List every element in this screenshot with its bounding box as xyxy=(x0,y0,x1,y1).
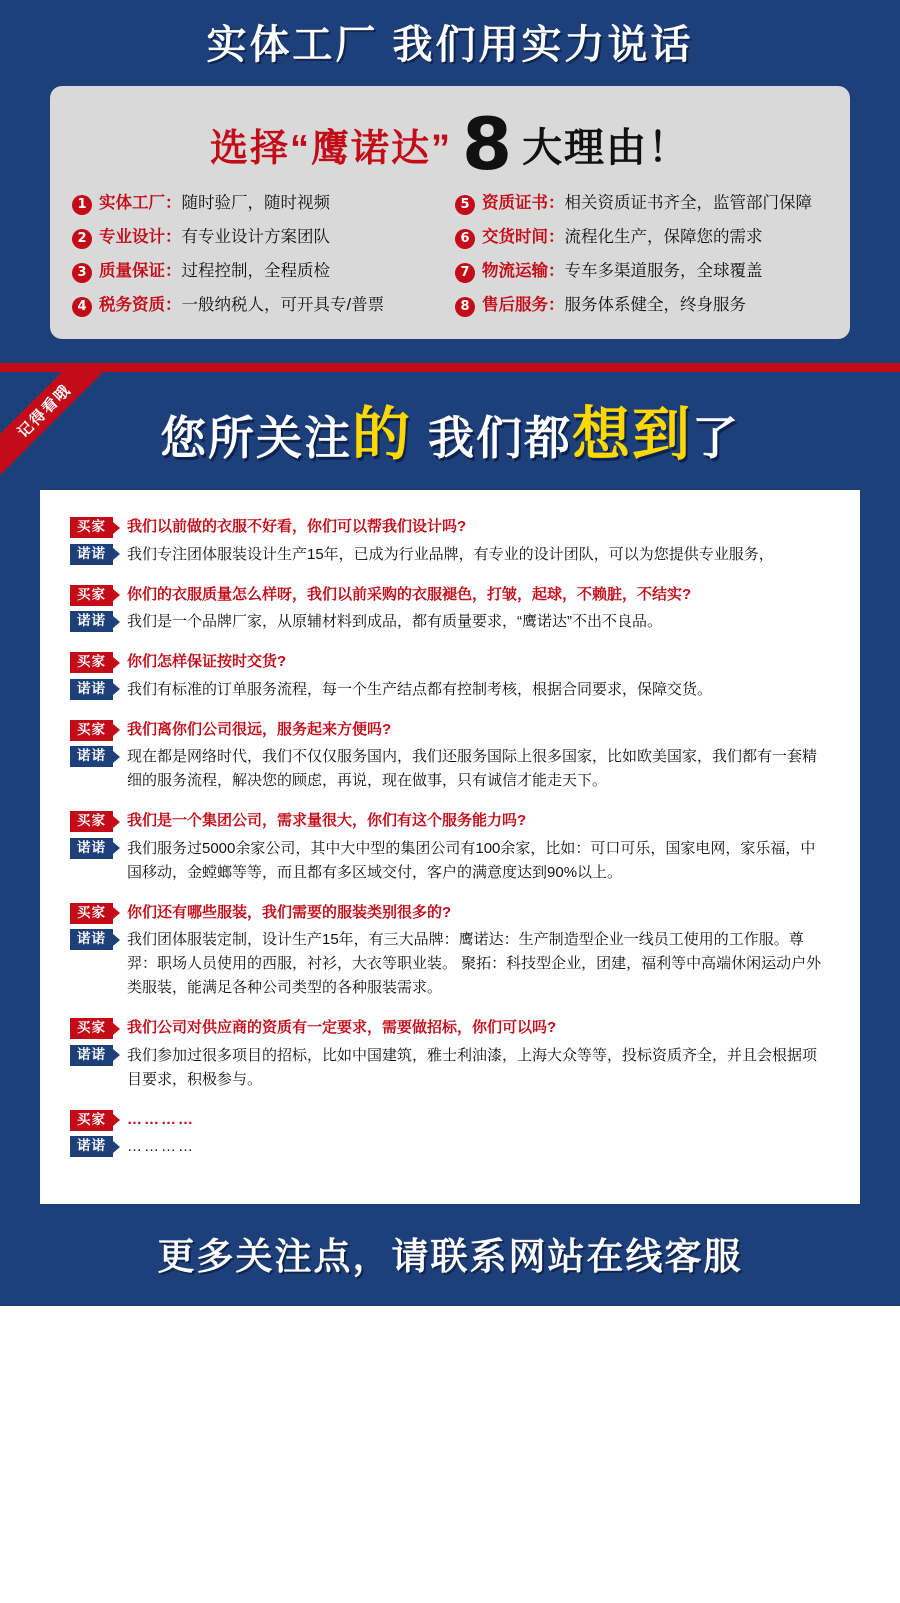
footer-text: 更多关注点，请联系网站在线客服 xyxy=(157,1236,743,1278)
buyer-tag: 买家 xyxy=(70,1110,113,1131)
headline-suffix: 大理由！ xyxy=(522,126,691,171)
company-tag: 诺诺 xyxy=(70,1045,113,1066)
faq-question-row xyxy=(70,1017,830,1040)
reason-item xyxy=(455,227,828,249)
faq-item xyxy=(70,584,830,635)
faq-question: 你们怎样保证按时交货? xyxy=(127,653,287,671)
reason-label: 售后服务： xyxy=(482,296,565,315)
headline-number: 8 xyxy=(461,102,513,186)
faq-title-part4: 想到 xyxy=(572,402,693,468)
faq-item xyxy=(70,651,830,702)
factory-strength-section xyxy=(0,0,900,363)
company-tag: 诺诺 xyxy=(70,1136,113,1157)
faq-question: 你们还有哪些服装，我们需要的服装类别很多的? xyxy=(127,903,452,921)
faq-item xyxy=(70,1017,830,1092)
reason-text: 随时验厂，随时视频 xyxy=(181,194,330,213)
buyer-tag: 买家 xyxy=(70,720,113,741)
corner-ribbon: 记得看哦 xyxy=(0,372,118,482)
reason-label: 专业设计： xyxy=(99,228,182,247)
reason-number-badge: 4 xyxy=(72,297,92,317)
buyer-tag: 买家 xyxy=(70,811,113,832)
company-tag: 诺诺 xyxy=(70,746,113,767)
faq-title-part3: 我们都 xyxy=(428,412,572,465)
faq-question-row xyxy=(70,584,830,607)
faq-answer: 现在都是网络时代，我们不仅仅服务国内，我们还服务国际上很多国家，比如欧美国家，我们都有一套精细的服务流程，解决您的顾虑，再说，现在做事，只有诚信才能走天下。 xyxy=(127,748,818,790)
faq-title-part5: 了 xyxy=(692,412,741,465)
banner-title: 实体工厂 我们用实力说话 xyxy=(206,23,694,67)
company-tag: 诺诺 xyxy=(70,611,113,632)
faq-item xyxy=(70,810,830,885)
buyer-tag: 买家 xyxy=(70,652,113,673)
faq-item xyxy=(70,516,830,567)
buyer-tag: 买家 xyxy=(70,1018,113,1039)
reason-number-badge: 3 xyxy=(72,263,92,283)
reason-text: 流程化生产，保障您的需求 xyxy=(564,228,763,247)
reason-item xyxy=(455,295,828,317)
faq-question: 你们的衣服质量怎么样呀，我们以前采购的衣服褪色，打皱，起球，不赖脏，不结实? xyxy=(127,585,692,603)
reason-item xyxy=(455,193,828,215)
reason-number-badge: 5 xyxy=(455,195,475,215)
faq-title xyxy=(0,372,900,490)
reason-label: 实体工厂： xyxy=(99,194,182,213)
faq-question-row xyxy=(70,1109,830,1132)
reason-number-badge: 8 xyxy=(455,297,475,317)
faq-answer: 我们有标准的订单服务流程，每一个生产结点都有控制考核，根据合同要求，保障交货。 xyxy=(127,680,713,698)
company-tag: 诺诺 xyxy=(70,544,113,565)
reason-number-badge: 2 xyxy=(72,229,92,249)
faq-answer-row xyxy=(70,678,830,702)
reason-text: 一般纳税人，可开具专/普票 xyxy=(181,296,385,315)
faq-answer: 我们专注团体服装设计生产15年，已成为行业品牌，有专业的设计团队，可以为您提供专业服务， xyxy=(127,545,774,563)
faq-answer: 我们团体服装定制，设计生产15年，有三大品牌：鹰诺达：生产制造型企业一线员工使用的工作服。尊羿：职场人员使用的西服，衬衫，大衣等职业装。 聚拓：科技型企业，团建，福利等中高端休闲运动户外类服装，能满足各种公司类型的各种服装需求。 xyxy=(127,931,822,997)
reason-number-badge: 1 xyxy=(72,195,92,215)
faq-question: 我们以前做的衣服不好看，你们可以帮我们设计吗? xyxy=(127,518,467,536)
faq-title-part2: 的 xyxy=(351,402,412,468)
faq-title-part1: 您所关注 xyxy=(159,412,352,465)
faq-question: 我们离你们公司很远，服务起来方便吗? xyxy=(127,720,392,738)
faq-question-row xyxy=(70,719,830,742)
reasons-grid xyxy=(72,193,828,317)
headline-prefix: 选择“鹰诺达” xyxy=(209,128,452,171)
reason-text: 有专业设计方案团队 xyxy=(181,228,330,247)
faq-question-row xyxy=(70,651,830,674)
faq-question: ………… xyxy=(127,1110,195,1128)
faq-item xyxy=(70,719,830,794)
faq-answer: 我们参加过很多项目的招标，比如中国建筑，雅士利油漆，上海大众等等，投标资质齐全，并且会根据项目要求，积极参与。 xyxy=(127,1046,818,1088)
company-tag: 诺诺 xyxy=(70,679,113,700)
reason-text: 相关资质证书齐全，监管部门保障 xyxy=(564,194,812,213)
reasons-headline xyxy=(72,104,828,193)
faq-item xyxy=(70,902,830,1001)
faq-answer: 我们是一个品牌厂家，从原辅材料到成品，都有质量要求，“鹰诺达”不出不良品。 xyxy=(127,613,662,631)
reasons-panel xyxy=(50,86,850,339)
buyer-tag: 买家 xyxy=(70,903,113,924)
faq-answer-row xyxy=(70,928,830,1000)
reason-number-badge: 7 xyxy=(455,263,475,283)
faq-answer-row xyxy=(70,610,830,634)
faq-answer-row xyxy=(70,837,830,885)
faq-item xyxy=(70,1109,830,1160)
reason-label: 税务资质： xyxy=(99,296,182,315)
faq-question-row xyxy=(70,902,830,925)
reason-item xyxy=(455,261,828,283)
reason-label: 资质证书： xyxy=(482,194,565,213)
buyer-tag: 买家 xyxy=(70,517,113,538)
faq-question: 我们公司对供应商的资质有一定要求，需要做招标，你们可以吗? xyxy=(127,1019,557,1037)
reason-text: 专车多渠道服务，全球覆盖 xyxy=(564,262,763,281)
reason-text: 过程控制，全程质检 xyxy=(181,262,330,281)
faq-section xyxy=(0,372,900,1306)
faq-answer-row xyxy=(70,745,830,793)
faq-answer-row xyxy=(70,1135,830,1159)
reason-label: 质量保证： xyxy=(99,262,182,281)
reason-label: 交货时间： xyxy=(482,228,565,247)
buyer-tag: 买家 xyxy=(70,585,113,606)
faq-question: 我们是一个集团公司，需求量很大，你们有这个服务能力吗? xyxy=(127,812,527,830)
reason-item xyxy=(72,261,445,283)
section-divider xyxy=(0,363,900,372)
faq-answer: 我们服务过5000余家公司，其中大中型的集团公司有100余家，比如：可口可乐，国家电网，家乐福，中国移动，金螳螂等等，而且都有多区域交付，客户的满意度达到90%以上。 xyxy=(127,839,816,881)
reason-number-badge: 6 xyxy=(455,229,475,249)
faq-list xyxy=(40,490,860,1204)
reason-item xyxy=(72,227,445,249)
faq-question-row xyxy=(70,810,830,833)
company-tag: 诺诺 xyxy=(70,929,113,950)
faq-question-row xyxy=(70,516,830,539)
reason-text: 服务体系健全，终身服务 xyxy=(564,296,746,315)
faq-answer-row xyxy=(70,543,830,567)
faq-answer-row xyxy=(70,1044,830,1092)
faq-answer: ………… xyxy=(127,1138,195,1156)
company-tag: 诺诺 xyxy=(70,838,113,859)
reason-item xyxy=(72,295,445,317)
footer-banner xyxy=(0,1204,900,1306)
reason-item xyxy=(72,193,445,215)
reason-label: 物流运输： xyxy=(482,262,565,281)
